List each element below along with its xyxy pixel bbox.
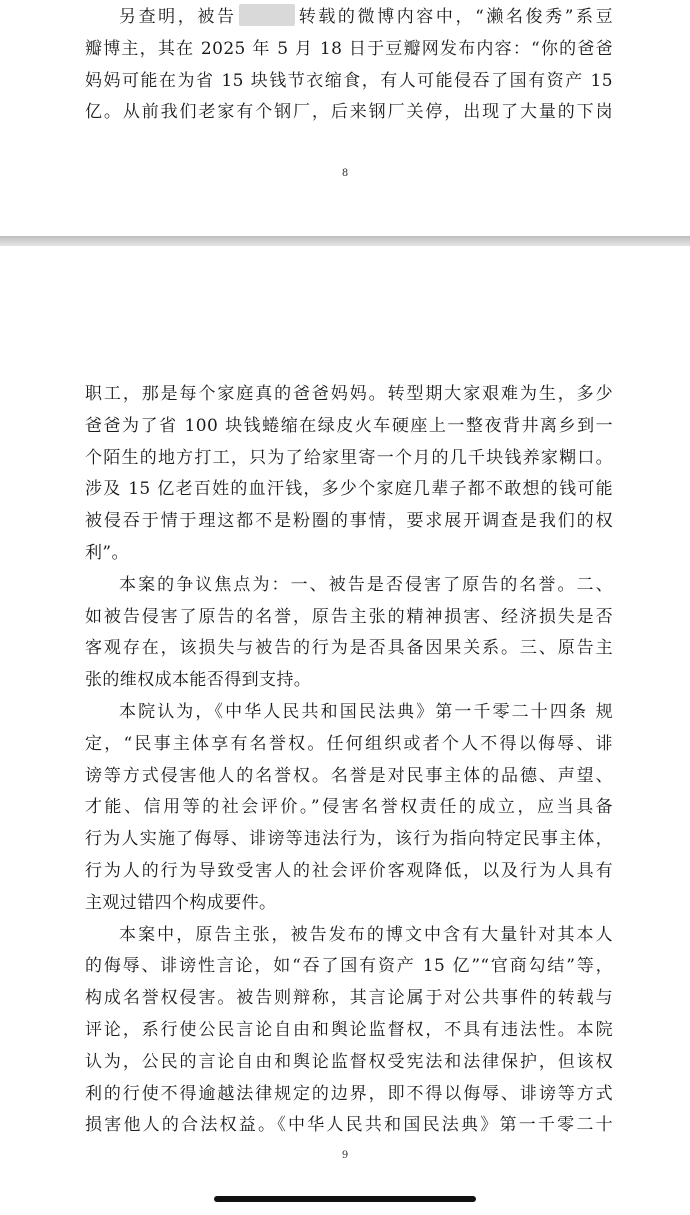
- text-line: 主观过错四个构成要件。: [85, 892, 277, 913]
- text-line: 另查明，被告 转载的微博内容中，“濑名俊秀”系豆: [85, 2, 613, 34]
- page-9-text: [85, 379, 613, 1142]
- text-line: 的侮辱、诽谤性言论，如“吞了国有资产 15 亿”“官商勾结”等，: [85, 956, 613, 977]
- text-line: 谤等方式侵害他人的名誉权。名誉是对民事主体的品德、声望、: [85, 765, 613, 786]
- page-number: 8: [341, 168, 349, 179]
- text-line: 本院认为，《中华人民共和国民法典》第一千零二十四条 规: [119, 701, 613, 722]
- page-separator: [0, 236, 690, 246]
- redaction-block: [239, 4, 295, 26]
- text-line: 认为，公民的言论自由和舆论监督权受宪法和法律保护，但该权: [85, 1051, 613, 1072]
- text-line: 被侵吞于情于理这都不是粉圈的事情，要求展开调查是我们的权: [85, 511, 613, 532]
- text-line: 亿。从前我们老家有个钢厂，后来钢厂关停，出现了大量的下岗: [85, 102, 613, 123]
- text-line: 才能、信用等的社会评价。”侵害名誉权责任的成立，应当具备: [85, 797, 613, 818]
- text-line: 如被告侵害了原告的名誉，原告主张的精神损害、经济损失是否: [85, 606, 613, 627]
- text-line: 本案中，原告主张，被告发布的博文中含有大量针对其本人: [119, 924, 613, 945]
- home-indicator[interactable]: [214, 1196, 476, 1202]
- page-number: 9: [341, 1150, 349, 1161]
- text-line: 利”。: [85, 542, 129, 563]
- text-line: 利的行使不得逾越法律规定的边界，即不得以侮辱、诽谤等方式: [85, 1083, 613, 1104]
- text-line: 行为人的行为导致受害人的社会评价客观降低，以及行为人具有: [85, 860, 613, 881]
- text-line: 构成名誉权侵害。被告则辩称，其言论属于对公共事件的转载与: [85, 988, 613, 1009]
- text-line: 职工，那是每个家庭真的爸爸妈妈。转型期大家艰难为生，多少: [85, 384, 613, 404]
- page-8-text: [85, 2, 613, 129]
- text-line: 损害他人的合法权益。《中华人民共和国民法典》第一千零二十: [85, 1115, 613, 1136]
- text-line: 客观存在，该损失与被告的行为是否具备因果关系。三、原告主: [85, 638, 613, 659]
- text-line: 定，“民事主体享有名誉权。任何组织或者个人不得以侮辱、诽: [85, 733, 613, 754]
- text-line: 瓣博主，其在 2025 年 5 月 18 日于豆瓣网发布内容：“你的爸爸: [85, 38, 613, 59]
- text-line: 个陌生的地方打工，只为了给家里寄一个月的几千块钱养家糊口。: [85, 447, 613, 468]
- text-line: 行为人实施了侮辱、诽谤等违法行为，该行为指向特定民事主体，: [85, 829, 613, 850]
- text-line: 张的维权成本能否得到支持。: [85, 670, 312, 691]
- text-line: 爸爸为了省 100 块钱蜷缩在绿皮火车硬座上一整夜背井离乡到一: [85, 415, 613, 436]
- text-line: 妈妈可能在为省 15 块钱节衣缩食，有人可能侵吞了国有资产 15: [85, 70, 613, 91]
- text-line: 评论，系行使公民言论自由和舆论监督权，不具有违法性。本院: [85, 1019, 613, 1040]
- text-line: 涉及 15 亿老百姓的血汗钱，多少个家庭几辈子都不敢想的钱可能: [85, 479, 613, 500]
- text-line: 本案的争议焦点为：一、被告是否侵害了原告的名誉。二、: [119, 574, 613, 595]
